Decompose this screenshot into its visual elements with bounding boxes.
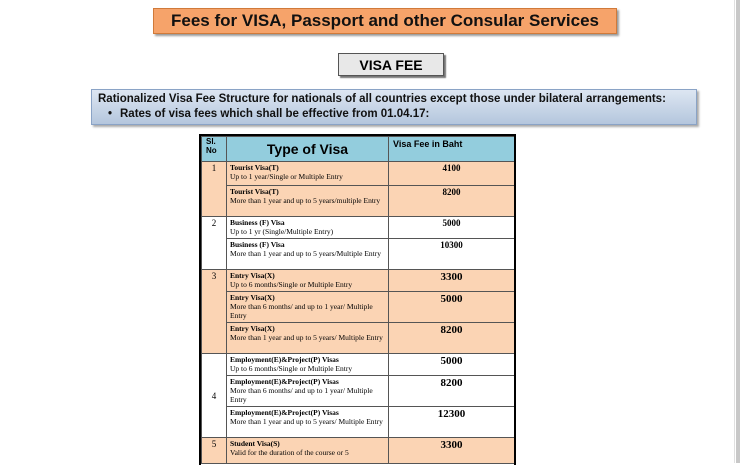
visa-title: Entry Visa(X) [230, 271, 275, 280]
visa-title: Employment(E)&Project(P) Visas [230, 355, 339, 364]
visa-type-cell [227, 376, 389, 407]
visa-title: Entry Visa(X) [230, 324, 275, 333]
visa-type-cell [227, 186, 389, 217]
header-visa-fee: Visa Fee in Baht [389, 137, 515, 162]
visa-fee-value: 5000 [389, 354, 515, 376]
visa-type-cell [227, 239, 389, 270]
visa-fee-button[interactable]: VISA FEE [338, 53, 444, 76]
visa-fee-value: 8200 [389, 186, 515, 217]
visa-detail: More than 6 months/ and up to 1 year/ Multiple Entry [230, 302, 373, 320]
visa-detail: More than 1 year and up to 5 years/multiple Entry [230, 196, 381, 205]
visa-type-cell [227, 438, 389, 464]
info-effective-date: Rates of visa fees which shall be effective from 01.04.17: [120, 108, 430, 120]
bullet-icon: • [108, 108, 113, 120]
visa-type-cell [227, 217, 389, 239]
visa-title: Business (F) Visa [230, 240, 285, 249]
visa-fee-value: 8200 [389, 323, 515, 354]
visa-type-cell [227, 292, 389, 323]
header-sl-no: Sl. No [202, 137, 227, 162]
visa-type-cell [227, 323, 389, 354]
visa-title: Employment(E)&Project(P) Visas [230, 377, 339, 386]
visa-detail: Up to 1 year/Single or Multiple Entry [230, 172, 343, 181]
visa-type-cell [227, 162, 389, 186]
visa-title: Tourist Visa(T) [230, 187, 279, 196]
visa-fee-value: 8200 [389, 376, 515, 407]
visa-fee-value: 4100 [389, 162, 515, 186]
sl-no: 3 [202, 270, 227, 354]
visa-type-cell [227, 270, 389, 292]
sl-no: 4 [202, 354, 227, 438]
visa-detail: More than 1 year and up to 5 years/Multiple Entry [230, 249, 382, 258]
visa-fee-value: 5000 [389, 292, 515, 323]
visa-type-cell [227, 354, 389, 376]
page-right-border [736, 0, 740, 463]
visa-title: Employment(E)&Project(P) Visas [230, 408, 339, 417]
visa-type-cell [227, 407, 389, 438]
visa-detail: Up to 1 yr (Single/Multiple Entry) [230, 227, 334, 236]
visa-detail: Valid for the duration of the course or 5 [230, 448, 349, 457]
sl-no: 2 [202, 217, 227, 270]
visa-detail: Up to 6 months/Single or Multiple Entry [230, 280, 353, 289]
visa-title: Entry Visa(X) [230, 293, 275, 302]
visa-detail: More than 6 months/ and up to 1 year/ Multiple Entry [230, 386, 373, 404]
visa-fee-value: 5000 [389, 217, 515, 239]
visa-fee-value: 3300 [389, 438, 515, 464]
page-title: Fees for VISA, Passport and other Consular Services [153, 8, 617, 34]
visa-title: Tourist Visa(T) [230, 163, 279, 172]
visa-fee-value: 12300 [389, 407, 515, 438]
sl-no: 1 [202, 162, 227, 217]
visa-title: Business (F) Visa [230, 218, 285, 227]
visa-title: Student Visa(S) [230, 439, 280, 448]
header-type-of-visa: Type of Visa [227, 137, 389, 162]
visa-fee-value: 10300 [389, 239, 515, 270]
visa-fee-table [199, 134, 516, 465]
info-box [91, 89, 697, 125]
visa-detail: More than 1 year and up to 5 years/ Multiple Entry [230, 417, 383, 426]
visa-fee-value: 3300 [389, 270, 515, 292]
visa-detail: Up to 6 months/Single or Multiple Entry [230, 364, 353, 373]
info-heading: Rationalized Visa Fee Structure for nationals of all countries except those under bilateral arrangements: [98, 93, 666, 105]
sl-no: 5 [202, 438, 227, 464]
visa-detail: More than 1 year and up to 5 years/ Multiple Entry [230, 333, 383, 342]
page-right-border-inner [734, 0, 735, 463]
